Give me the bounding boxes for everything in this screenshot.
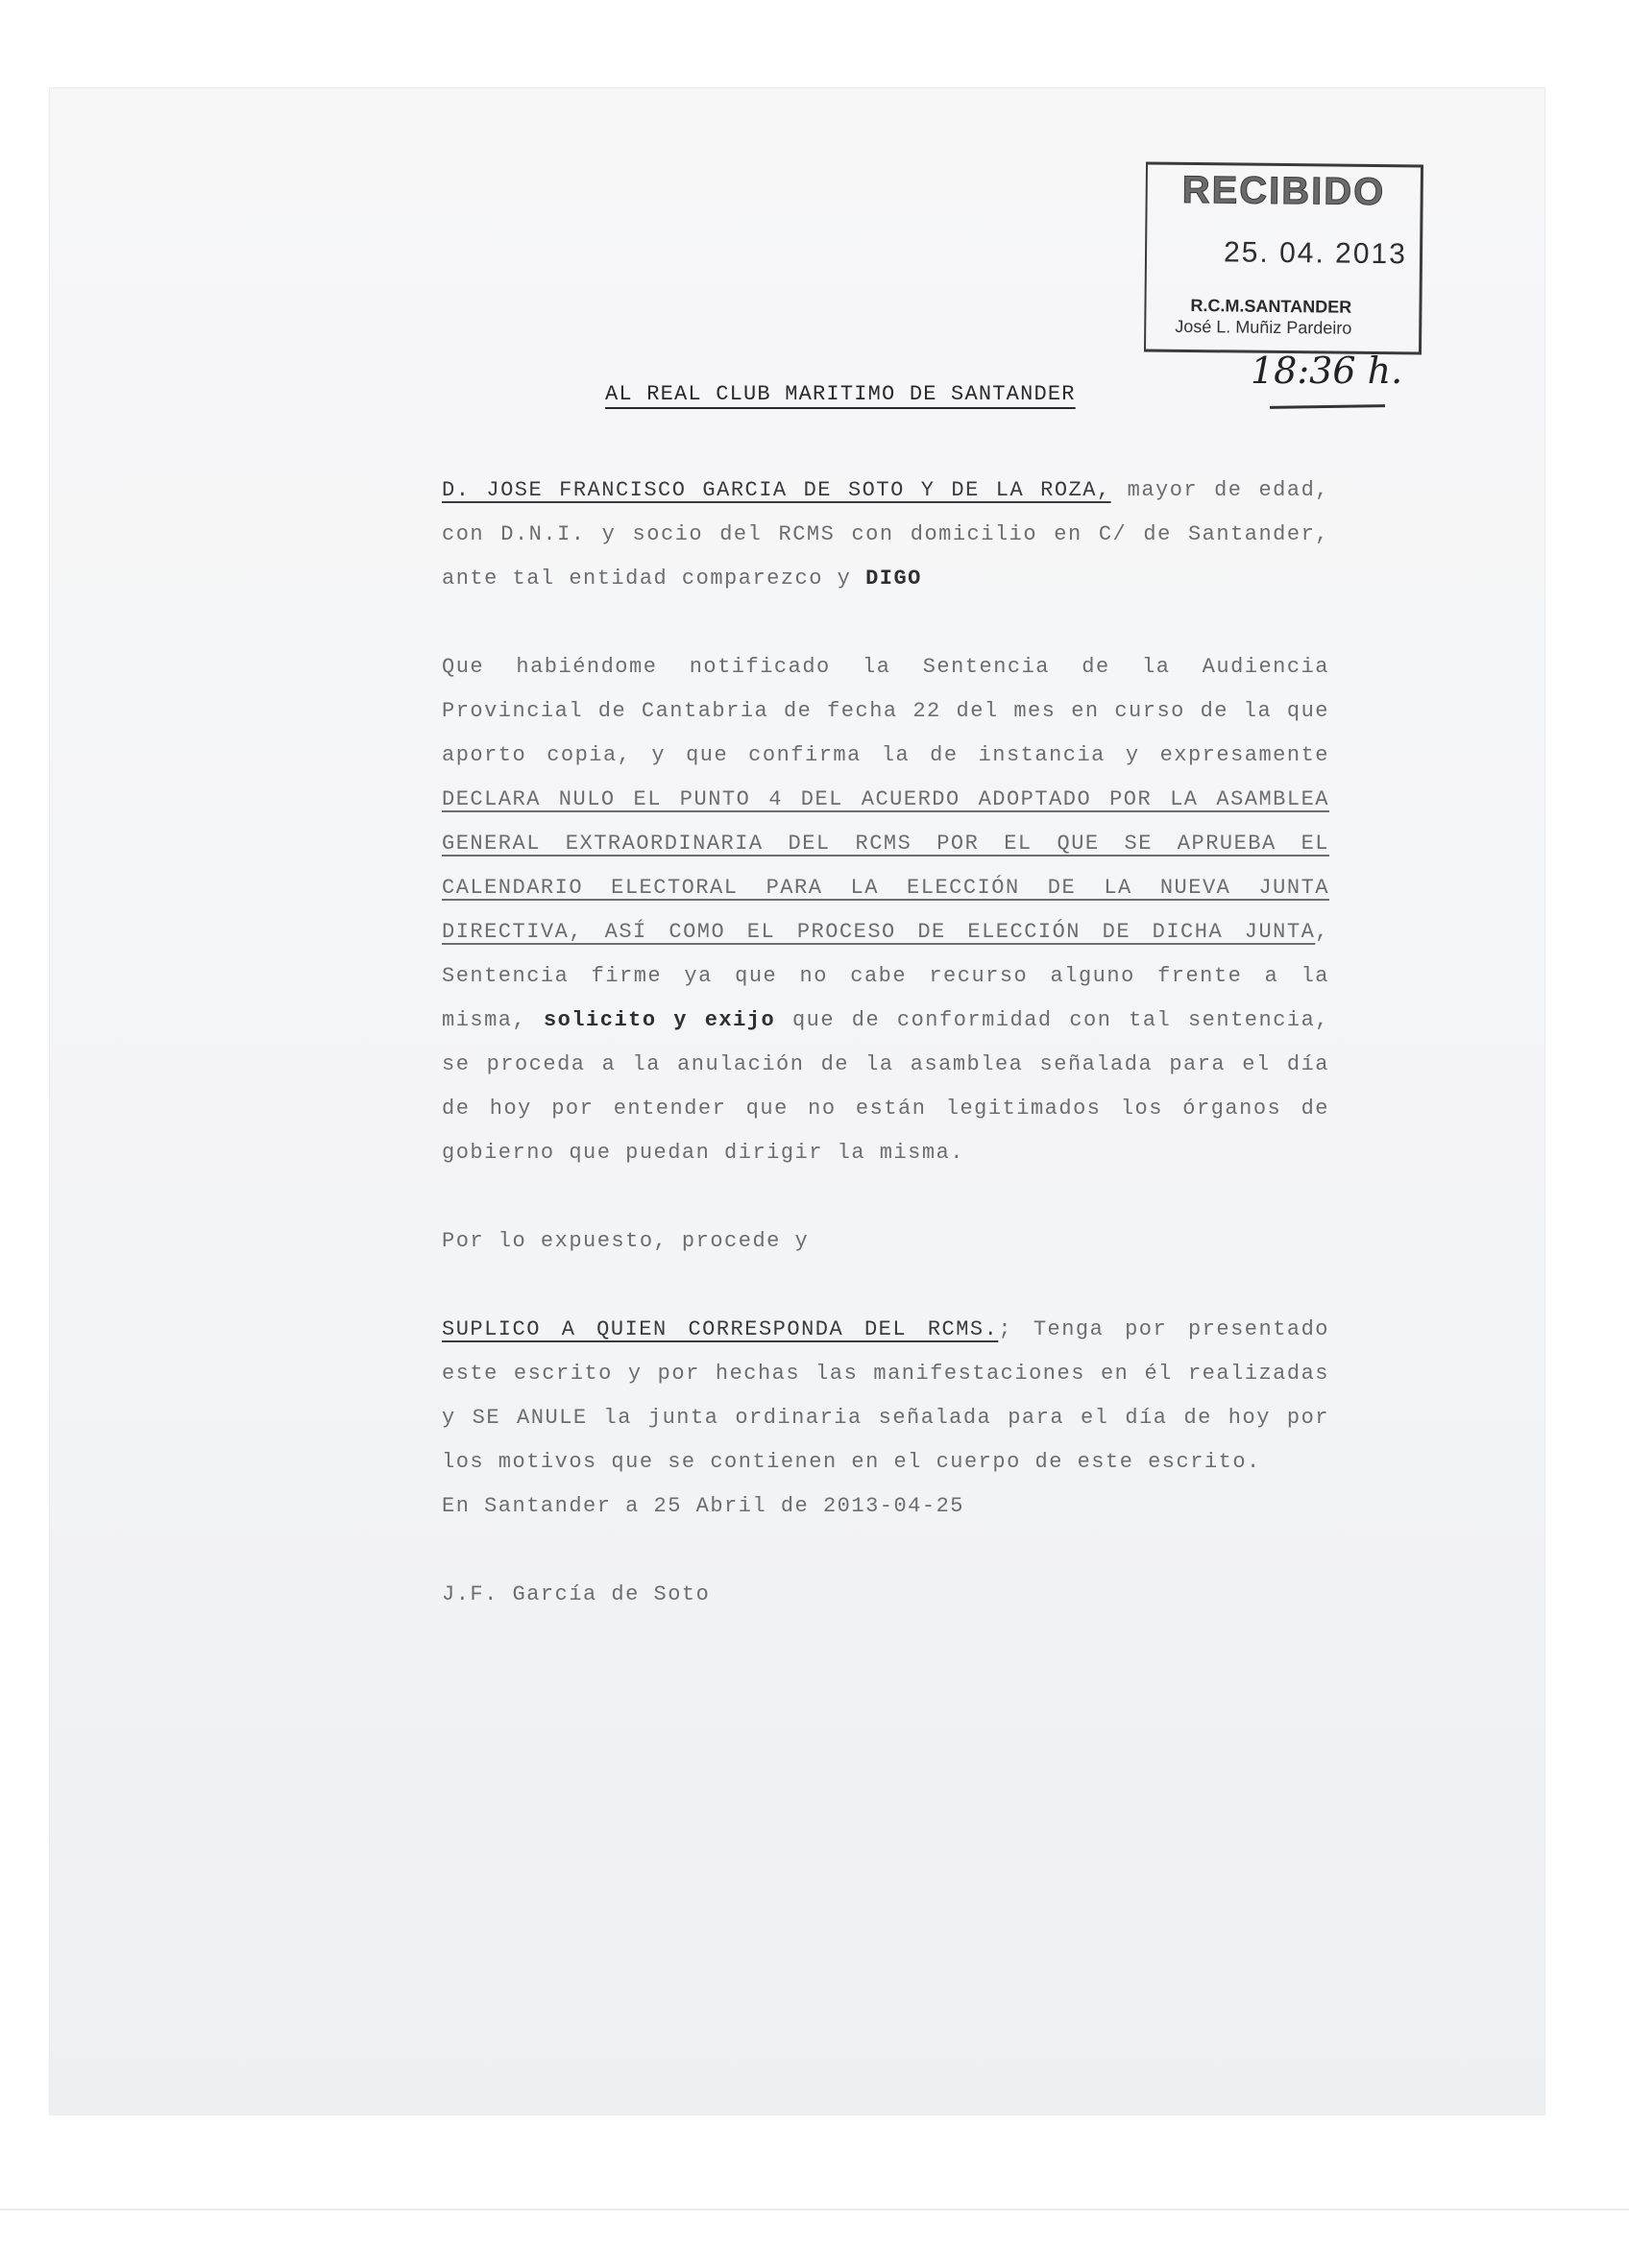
main-middle: , Sentencia firme ya que no cabe recurso alguno frente a la misma, — [442, 920, 1329, 1032]
suplico-text: ; Tenga por presentado este escrito y por hechas las manifestaciones en él realizadas y SE ANULE la junta ordinaria señalada para el día de hoy por los motivos que se contienen en el cuerpo de este escrito. — [442, 1317, 1330, 1474]
main-start: Que habiéndome notificado la Sentencia de la Audiencia Provincial de Cantabria de fecha 22 del mes en curso de la que aporto copia, y que confirma la de instancia y expresamente — [442, 655, 1329, 767]
solicito-keyword: solicito y exijo — [543, 1008, 776, 1032]
scan-edge-line — [0, 2208, 1629, 2210]
stamp-person: José L. Muñiz Pardeiro — [1175, 316, 1352, 338]
expuesto-paragraph: Por lo expuesto, procede y — [442, 1229, 810, 1253]
received-stamp — [1144, 161, 1423, 354]
stamp-title: RECIBIDO — [1181, 168, 1386, 214]
stamp-date: 25. 04. 2013 — [1223, 236, 1408, 271]
suplico-heading: SUPLICO A QUIEN CORRESPONDA DEL RCMS. — [442, 1317, 999, 1341]
digo-keyword: DIGO — [865, 567, 922, 591]
applicant-name: D. JOSE FRANCISCO GARCIA DE SOTO Y DE LA ROZA, — [442, 478, 1111, 502]
stamp-organization: R.C.M.SANTANDER — [1190, 295, 1352, 317]
intro-text: mayor de edad, con D.N.I. y socio del RCMS con domicilio en C/ de Santander, ante tal entidad comparezco y — [442, 478, 1329, 591]
declara-underlined: DECLARA NULO EL PUNTO 4 DEL ACUERDO ADOPTADO POR LA ASAMBLEA GENERAL EXTRAORDINARIA DEL RCMS POR EL QUE SE APRUEBA EL CALENDARIO ELECTORAL PARA LA ELECCIÓN DE LA NUEVA JUNTA DIRECTIVA, ASÍ COMO EL PROCESO DE ELECCIÓN DE DICHA JUNTA — [442, 787, 1329, 944]
letter-body — [442, 469, 1329, 1617]
signature: J.F. García de Soto — [442, 1582, 711, 1606]
intro-paragraph — [442, 469, 1329, 601]
main-paragraph — [442, 645, 1329, 1175]
suplico-paragraph — [442, 1308, 1329, 1484]
place-date: En Santander a 25 Abril de 2013-04-25 — [442, 1494, 964, 1518]
main-end: que de conformidad con tal sentencia, se proceda a la anulación de la asamblea señalada para el día de hoy por entender que no están legitimados los órganos de gobierno que puedan dirigir la misma. — [442, 1008, 1330, 1165]
handwritten-time: 18:36 h. — [1251, 350, 1403, 392]
addressee: AL REAL CLUB MARITIMO DE SANTANDER — [605, 382, 1076, 406]
